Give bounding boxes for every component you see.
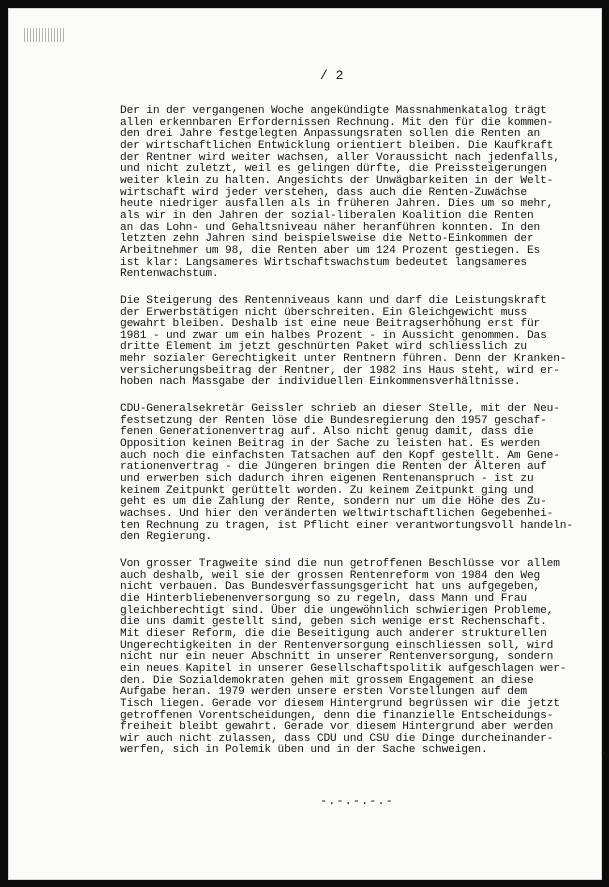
text-line: werfen, sich in Polemik üben und in der Sache schweigen. <box>120 744 488 757</box>
text-line: Ungerechtigkeiten in der Rentenversorgung einschliessen soll, wird <box>120 639 554 652</box>
text-line: mehr sozialer Gerechtigkeit unter Rentnern führen. Denn der Kranken- <box>120 353 567 366</box>
text-line: allen erkennbaren Erfordernissen Rechnung. Mit den für die kommen- <box>120 116 554 129</box>
text-line: getroffenen Vorentscheidungen, denn die finanzielle Entscheidungs- <box>120 709 554 722</box>
text-line: dritte Element im jetzt geschnürten Paket wird schliesslich zu <box>120 341 527 354</box>
text-line: wirtschaft wird jeder verstehen, dass auch die Renten-Zuwächse <box>120 186 527 199</box>
text-line: und nicht zuletzt, weil es gelingen dürfte, die Preissteigerungen <box>120 163 547 176</box>
text-line: nicht verbauen. Das Bundesverfassungsgericht hat uns aufgegeben, <box>120 581 541 594</box>
text-line: der wirtschaftlichen Entwicklung orientiert bleiben. Die Kaufkraft <box>120 139 554 152</box>
paragraph-gap <box>120 544 596 559</box>
text-line: gleichberechtigt sind. Über die ungewöhnlich schwierigen Probleme, <box>120 604 554 617</box>
text-line: die uns damit gestellt sind, geben sich wenige erst Rechenschaft. <box>120 616 547 629</box>
text-line: als wir in den Jahren der sozial-liberalen Koalition die Renten <box>120 209 534 222</box>
text-line: Der in der vergangenen Woche angekündigte Massnahmenkatalog trägt <box>120 105 547 117</box>
text-line: auch noch die einfachsten Tatsachen auf den Kopf gestellt. Am Gene- <box>120 449 560 462</box>
text-line: 1981 - und zwar um ein halbes Prozent - in Aussicht genommen. Das <box>120 329 547 342</box>
text-line: den Regierung. <box>120 531 212 544</box>
paragraph <box>120 404 596 544</box>
text-line: Mit dieser Reform, die die Beseitigung auch anderer strukturellen <box>120 627 547 640</box>
text-line: Tisch liegen. Gerade vor diesem Hintergrund begrüssen wir die jetzt <box>120 697 560 710</box>
text-line: fenen Generationenvertrag auf. Also nicht genug damit, dass die <box>120 426 534 439</box>
text-line: Aufgabe heran. 1979 werden unsere ersten Vorstellungen auf dem <box>120 686 527 699</box>
text-line: wachses. Und hier den veränderten weltwirtschaftlichen Gegebenhei- <box>120 508 554 520</box>
body-text <box>120 106 596 757</box>
text-line: ten Rechnung zu tragen, ist Pflicht einer verantwortungsvoll handeln- <box>120 519 573 532</box>
text-line: geht es um die Zahlung der Rente, sondern nur um die Höhe des Zu- <box>120 496 547 509</box>
text-line: auch deshalb, weil sie der grossen Rentenreform von 1984 den Weg <box>120 569 541 582</box>
text-line: Rentenwachstum. <box>120 268 219 281</box>
text-line: und erwerben sich dadurch ihren eigenen Rentenanspruch - ist zu <box>120 473 534 486</box>
text-line: heute niedriger ausfallen als in früheren Jahren. Dies um so mehr, <box>120 198 554 211</box>
paragraph-gap <box>120 281 596 296</box>
text-line: die Hinterbliebenenversorgung so zu regeln, dass Mann und Frau <box>120 592 527 605</box>
scan-artifact-mark <box>24 28 66 42</box>
text-line: wir auch nicht zulassen, dass CDU und CSU die Dinge durcheinander- <box>120 732 554 745</box>
end-mark: -.-.-.-.- <box>320 794 394 808</box>
text-line: der Rentner wird weiter wachsen, aller Voraussicht nach jedenfalls, <box>120 151 560 164</box>
text-line: den drei Jahre festgelegten Anpassungsraten sollen die Renten an <box>120 128 541 141</box>
text-line: ist klar: Langsameres Wirtschaftswachstum bedeutet langsameres <box>120 256 527 269</box>
text-line: Die Steigerung des Rentenniveaus kann und darf die Leistungskraft <box>120 294 547 307</box>
text-line: ein neues Kapitel in unserer Gesellschaftspolitik aufgeschlagen wer- <box>120 662 567 675</box>
text-line: hoben nach Massgabe der individuellen Einkommensverhältnisse. <box>120 376 521 389</box>
document-page <box>8 8 607 880</box>
text-line: rationenvertrag - die Jüngeren bringen die Renten der Älteren auf <box>120 461 547 474</box>
paragraph <box>120 106 596 281</box>
text-line: Arbeitnehmer um 98, die Renten aber um 124 Prozent gestiegen. Es <box>120 244 541 257</box>
margin-mark: - <box>600 748 607 760</box>
text-line: keinem Zeitpunkt gerüttelt worden. Zu keinem Zeitpunkt ging und <box>120 484 534 497</box>
paragraph-gap <box>120 389 596 404</box>
text-line: gewahrt bleiben. Deshalb ist eine neue Beitragserhöhung erst für <box>120 318 541 331</box>
paragraph <box>120 559 596 757</box>
text-line: weiter klein zu halten. Angesichts der Unwägbarkeiten in der Welt- <box>120 174 554 187</box>
text-line: der Erwerbstätigen nicht überschreiten. Ein Gleichgewicht muss <box>120 306 527 319</box>
text-line: letzten zehn Jahren sind beispielsweise die Netto-Einkommen der <box>120 233 534 246</box>
text-line: festsetzung der Renten löse die Bundesregierung den 1957 geschaf- <box>120 414 547 427</box>
text-line: nicht nur ein neuer Abschnitt in unserer Rentenversorgung, sondern <box>120 651 554 664</box>
text-line: CDU-Generalsekretär Geissler schrieb an dieser Stelle, mit der Neu- <box>120 403 560 416</box>
text-line: versicherungsbeitrag der Rentner, der 1982 ins Haus steht, wird er- <box>120 364 560 377</box>
text-line: den. Die Sozialdemokraten gehen mit grossem Engagement an diese <box>120 674 534 687</box>
paragraph <box>120 296 596 389</box>
text-line: an das Lohn- und Gehaltsniveau näher heranführen konnten. In den <box>120 221 541 234</box>
text-line: Von grosser Tragweite sind die nun getroffenen Beschlüsse vor allem <box>120 557 560 570</box>
text-line: freiheit bleibt gewahrt. Gerade vor diesem Hintergrund aber werden <box>120 721 554 734</box>
page-number: / 2 <box>320 68 344 83</box>
text-line: Opposition keinen Beitrag in der Sache zu leisten hat. Es werden <box>120 438 541 451</box>
